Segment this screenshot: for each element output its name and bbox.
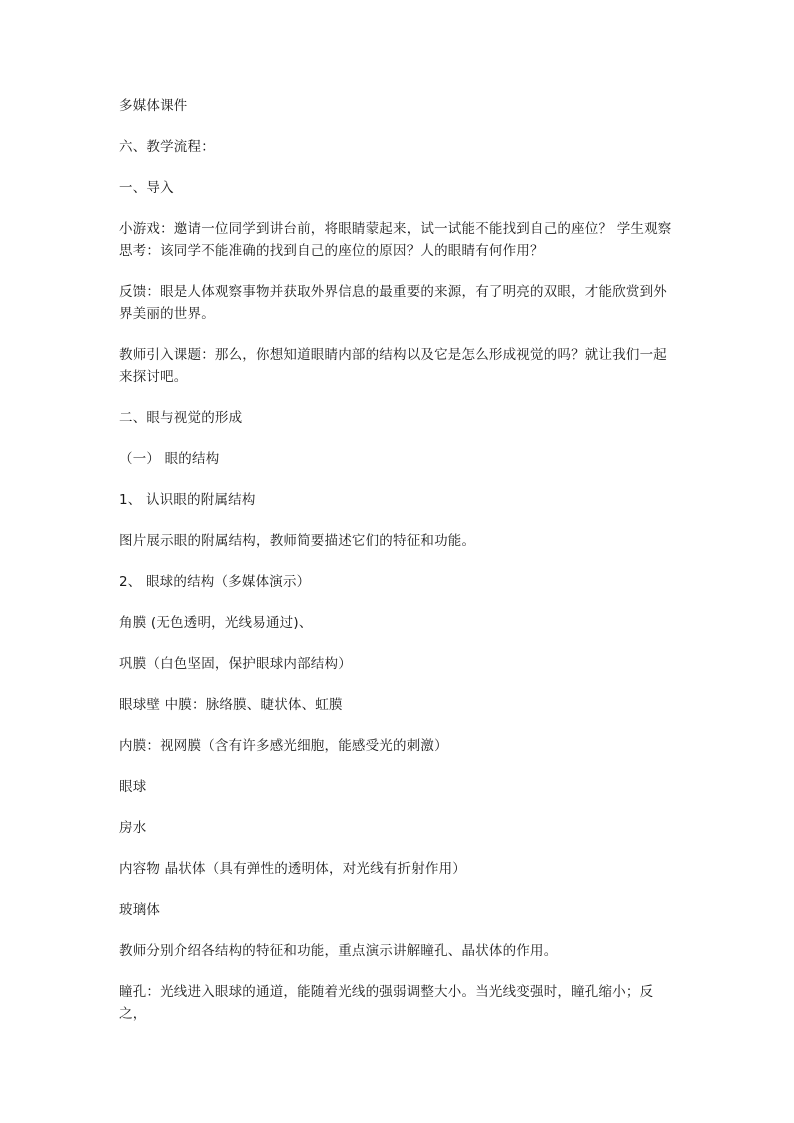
paragraph-sclera: 巩膜（白色坚固，保护眼球内部结构） (119, 656, 352, 672)
paragraph-heading-introduction: 一、导入 (119, 180, 174, 196)
paragraph-picture-display: 图片展示眼的附属结构，教师简要描述它们的特征和功能。 (119, 533, 476, 549)
paragraph-feedback: 反馈：眼是人体观察事物并获取外界信息的最重要的来源，有了明亮的双眼，才能欣赏到外界美丽的世界。 (119, 284, 667, 322)
paragraph-heading-multimedia: 多媒体课件 (119, 98, 188, 114)
paragraph-item-2: 2、 眼球的结构（多媒体演示） (119, 574, 311, 590)
paragraph-heading-eye-vision: 二、眼与视觉的形成 (119, 410, 243, 426)
paragraph-aqueous-humor: 房水 (119, 820, 147, 836)
paragraph-cornea: 角膜 (无色透明，光线易通过)、 (119, 615, 313, 631)
paragraph-heading-teaching-process: 六、教学流程： (119, 139, 215, 155)
paragraph-vitreous-body: 玻璃体 (119, 902, 161, 918)
paragraph-heading-eye-structure: （一） 眼的结构 (119, 451, 220, 467)
paragraph-mini-game: 小游戏：邀请一位同学到讲台前，将眼睛蒙起来，试一试能不能找到自己的座位？ 学生观察思考：该同学不能准确的找到自己的座位的原因？人的眼睛有何作用？ (119, 221, 672, 259)
paragraph-item-1: 1、 认识眼的附属结构 (119, 492, 256, 508)
document-body (119, 95, 679, 1025)
paragraph-topic-intro: 教师引入课题：那么，你想知道眼睛内部的结构以及它是怎么形成视觉的吗？就让我们一起来探讨吧。 (119, 347, 667, 385)
paragraph-eyeball: 眼球 (119, 779, 147, 795)
paragraph-contents-lens: 内容物 晶状体（具有弹性的透明体，对光线有折射作用） (119, 861, 466, 877)
paragraph-pupil: 瞳孔：光线进入眼球的通道，能随着光线的强弱调整大小。当光线变强时，瞳孔缩小；反之， (119, 984, 654, 1022)
paragraph-teacher-explains: 教师分别介绍各结构的特征和功能，重点演示讲解瞳孔、晶状体的作用。 (119, 943, 558, 959)
paragraph-eyeball-wall: 眼球壁 中膜：脉络膜、睫状体、虹膜 (119, 697, 343, 713)
paragraph-inner-membrane: 内膜：视网膜（含有许多感光细胞，能感受光的刺激） (119, 738, 448, 754)
